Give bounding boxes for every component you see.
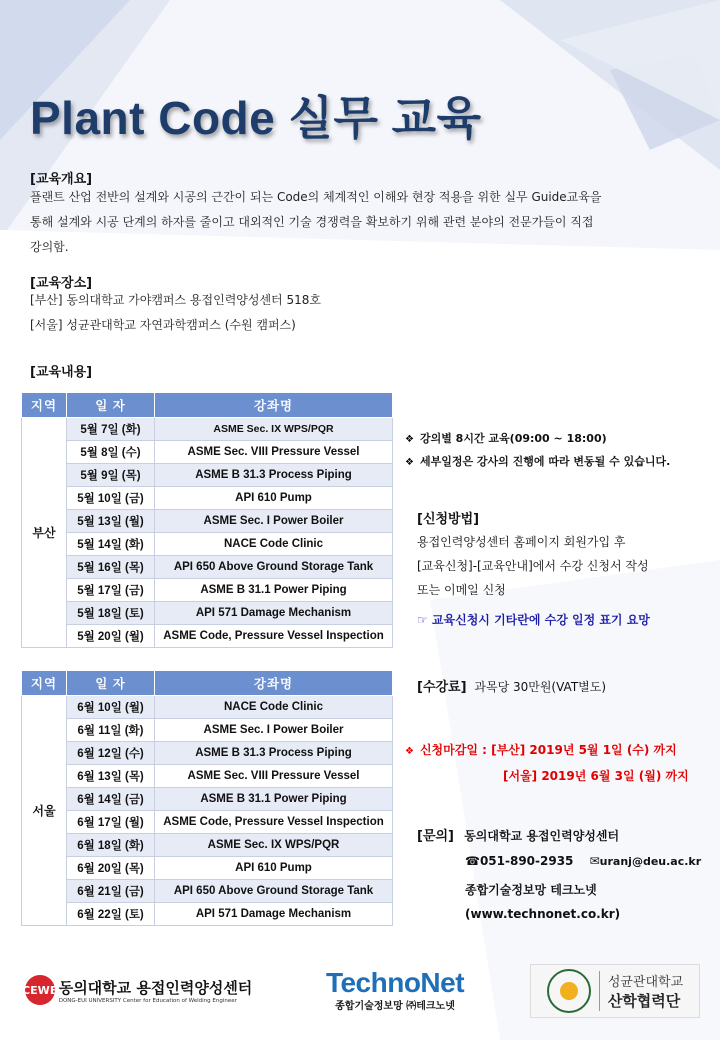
table-row bbox=[22, 487, 393, 510]
table-row bbox=[22, 742, 393, 765]
table-row bbox=[22, 788, 393, 811]
venue-line-busan: [부산] 동의대학교 가야캠퍼스 용접인력양성센터 518호 bbox=[30, 293, 321, 307]
skku-name: 성균관대학교 bbox=[607, 975, 684, 990]
course-cell: NACE Code Clinic bbox=[155, 533, 393, 556]
date-cell: 5월 20일 (월) bbox=[67, 625, 155, 648]
deadline-seoul: [서울] 2019년 6월 3일 (월) 까지 bbox=[503, 769, 689, 783]
schedule-notes bbox=[405, 428, 670, 474]
course-cell: ASME B 31.3 Process Piping bbox=[155, 742, 393, 765]
contact-phone-email bbox=[417, 849, 701, 874]
technonet-subtitle: 종합기술정보망 ㈜테크노넷 bbox=[335, 1000, 455, 1012]
table-header-row bbox=[22, 393, 393, 418]
cewe-badge: CEWE bbox=[25, 975, 55, 1005]
course-cell: API 571 Damage Mechanism bbox=[155, 602, 393, 625]
header-course: 강좌명 bbox=[155, 671, 393, 696]
date-cell: 6월 18일 (화) bbox=[67, 834, 155, 857]
email-address: uranj@deu.ac.kr bbox=[599, 855, 702, 868]
date-cell: 5월 16일 (목) bbox=[67, 556, 155, 579]
course-cell: ASME B 31.1 Power Piping bbox=[155, 579, 393, 602]
date-cell: 6월 21일 (금) bbox=[67, 880, 155, 903]
contact-org2: 종합기술정보망 테크노넷 bbox=[465, 883, 597, 897]
date-cell: 5월 7일 (화) bbox=[67, 418, 155, 441]
table-row bbox=[22, 579, 393, 602]
region-cell-busan: 부산 bbox=[22, 418, 67, 648]
date-cell: 5월 17일 (금) bbox=[67, 579, 155, 602]
diamond-bullet-icon: ❖ bbox=[405, 434, 414, 445]
fee-text: 과목당 30만원(VAT별도) bbox=[474, 680, 607, 694]
apply-line: 또는 이메일 신청 bbox=[417, 583, 506, 597]
course-cell: ASME Sec. VIII Pressure Vessel bbox=[155, 441, 393, 464]
table-row bbox=[22, 418, 393, 441]
apply-heading: [신청방법] bbox=[417, 512, 480, 527]
course-cell: ASME B 31.3 Process Piping bbox=[155, 464, 393, 487]
table-row bbox=[22, 834, 393, 857]
course-cell: ASME Sec. IX WPS/PQR bbox=[155, 418, 393, 441]
venue-line-seoul: [서울] 성균관대학교 자연과학캠퍼스 (수원 캠퍼스) bbox=[30, 318, 296, 332]
diamond-bullet-icon: ❖ bbox=[405, 457, 414, 468]
date-cell: 5월 13일 (월) bbox=[67, 510, 155, 533]
date-cell: 5월 14일 (화) bbox=[67, 533, 155, 556]
table-row bbox=[22, 903, 393, 926]
table-row bbox=[22, 811, 393, 834]
apply-text bbox=[417, 530, 650, 632]
date-cell: 6월 11일 (화) bbox=[67, 719, 155, 742]
fee-line bbox=[417, 676, 606, 695]
apply-line: 용접인력양성센터 홈페이지 회원가입 후 bbox=[417, 535, 626, 549]
contact-org1: 동의대학교 용접인력양성센터 bbox=[464, 829, 620, 843]
course-cell: ASME Code, Pressure Vessel Inspection bbox=[155, 625, 393, 648]
skku-subtitle: 산학협력단 bbox=[607, 992, 681, 1010]
course-cell: ASME Code, Pressure Vessel Inspection bbox=[155, 811, 393, 834]
content-heading: [교육내용] bbox=[30, 365, 93, 380]
date-cell: 6월 22일 (토) bbox=[67, 903, 155, 926]
overview-line: 플랜트 산업 전반의 설계와 시공의 근간이 되는 Code의 체계적인 이해와 현장 적용을 위한 실무 Guide교육을 bbox=[30, 190, 602, 204]
course-cell: ASME Sec. I Power Boiler bbox=[155, 510, 393, 533]
overview-heading: [교육개요] bbox=[30, 172, 93, 187]
course-cell: NACE Code Clinic bbox=[155, 696, 393, 719]
date-cell: 6월 10일 (월) bbox=[67, 696, 155, 719]
header-region: 지역 bbox=[22, 671, 67, 696]
contact-heading: [문의] bbox=[417, 829, 454, 844]
course-cell: API 610 Pump bbox=[155, 857, 393, 880]
date-cell: 6월 13일 (목) bbox=[67, 765, 155, 788]
note-line: ❖ 강의별 8시간 교육(09:00 ~ 18:00) bbox=[405, 432, 607, 445]
dongeui-subtitle: DONG-EUI UNIVERSITY Center for Education of Welding Engineer bbox=[58, 997, 237, 1004]
table-row bbox=[22, 719, 393, 742]
date-cell: 6월 14일 (금) bbox=[67, 788, 155, 811]
date-cell: 5월 9일 (목) bbox=[67, 464, 155, 487]
contact-block bbox=[417, 824, 701, 926]
table-row bbox=[22, 696, 393, 719]
table-header-row bbox=[22, 671, 393, 696]
date-cell: 5월 18일 (토) bbox=[67, 602, 155, 625]
date-cell: 6월 17일 (월) bbox=[67, 811, 155, 834]
fee-heading: [수강료] bbox=[417, 680, 467, 695]
phone-icon: ☎ bbox=[465, 854, 480, 868]
course-cell: ASME Sec. I Power Boiler bbox=[155, 719, 393, 742]
table-row bbox=[22, 765, 393, 788]
technonet-logo bbox=[305, 964, 485, 1016]
dongeui-name: 동의대학교 용접인력양성센터 bbox=[58, 978, 253, 997]
table-row bbox=[22, 510, 393, 533]
region-cell-seoul: 서울 bbox=[22, 696, 67, 926]
technonet-name: TechnoNet bbox=[325, 966, 465, 998]
mail-icon: ✉ bbox=[589, 854, 600, 868]
date-cell: 5월 10일 (금) bbox=[67, 487, 155, 510]
overview-line: 강의함. bbox=[30, 240, 69, 254]
date-cell: 6월 12일 (수) bbox=[67, 742, 155, 765]
venue-heading: [교육장소] bbox=[30, 276, 93, 291]
note-line: ❖ 세부일정은 강사의 진행에 따라 변동될 수 있습니다. bbox=[405, 455, 671, 468]
busan-schedule-table bbox=[21, 392, 393, 648]
header-course: 강좌명 bbox=[155, 393, 393, 418]
table-row bbox=[22, 880, 393, 903]
table-row bbox=[22, 857, 393, 880]
table-row bbox=[22, 464, 393, 487]
course-cell: API 610 Pump bbox=[155, 487, 393, 510]
apply-line: [교육신청]-[교육안내]에서 수강 신청서 작성 bbox=[417, 559, 649, 573]
date-cell: 6월 20일 (목) bbox=[67, 857, 155, 880]
overview-text bbox=[30, 185, 700, 260]
course-cell: ASME Sec. VIII Pressure Vessel bbox=[155, 765, 393, 788]
header-region: 지역 bbox=[22, 393, 67, 418]
table-row bbox=[22, 533, 393, 556]
course-cell: API 650 Above Ground Storage Tank bbox=[155, 880, 393, 903]
course-cell: ASME B 31.1 Power Piping bbox=[155, 788, 393, 811]
contact-url: (www.technonet.co.kr) bbox=[465, 907, 621, 921]
page-title: Plant Code 실무 교육 bbox=[30, 92, 482, 144]
table-row bbox=[22, 441, 393, 464]
seoul-schedule-table bbox=[21, 670, 393, 926]
skku-emblem-icon bbox=[547, 969, 591, 1013]
table-row bbox=[22, 602, 393, 625]
course-cell: API 650 Above Ground Storage Tank bbox=[155, 556, 393, 579]
deadline-busan: ❖ 신청마감일 : [부산] 2019년 5월 1일 (수) 까지 bbox=[405, 743, 677, 757]
header-date: 일 자 bbox=[67, 671, 155, 696]
table-row bbox=[22, 625, 393, 648]
phone-number: 051-890-2935 bbox=[479, 854, 574, 868]
dongeui-logo bbox=[20, 964, 257, 1016]
date-cell: 5월 8일 (수) bbox=[67, 441, 155, 464]
course-cell: ASME Sec. IX WPS/PQR bbox=[155, 834, 393, 857]
apply-note: ☞ 교육신청시 기타란에 수강 일정 표기 요망 bbox=[417, 613, 650, 627]
skku-logo bbox=[530, 964, 700, 1018]
course-cell: API 571 Damage Mechanism bbox=[155, 903, 393, 926]
deadline-block bbox=[405, 738, 689, 788]
diamond-bullet-icon: ❖ bbox=[405, 746, 414, 757]
venue-text bbox=[30, 288, 530, 338]
table-row bbox=[22, 556, 393, 579]
overview-line: 통해 설계와 시공 단계의 하자를 줄이고 대외적인 기술 경쟁력을 확보하기 위해 관련 분야의 전문가들이 직접 bbox=[30, 215, 594, 229]
header-date: 일 자 bbox=[67, 393, 155, 418]
contact-line bbox=[417, 824, 701, 849]
